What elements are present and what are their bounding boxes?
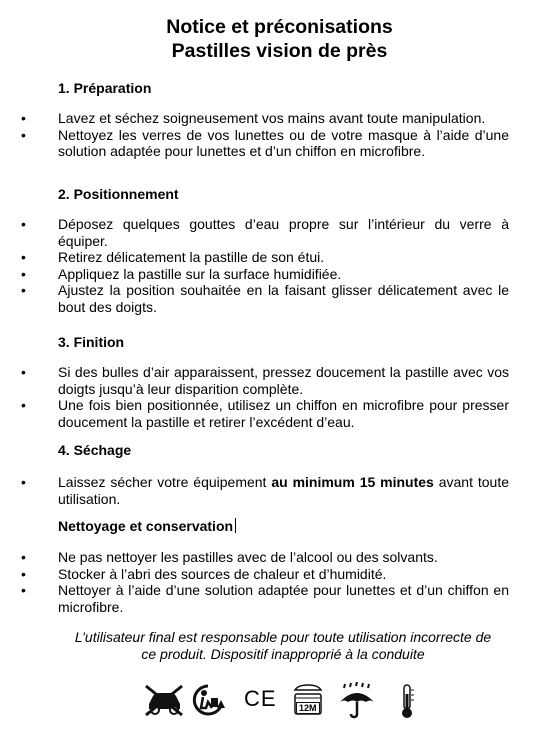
title-line-1: Notice et préconisations bbox=[166, 16, 393, 38]
list-item: • Stocker à l’abri des sources de chaleur et d’humidité. bbox=[21, 565, 387, 582]
bullet-glyph: • bbox=[21, 265, 26, 282]
list-item: • Ajustez la position souhaitée en la faisant glisser délicatement avec le bout des doigts. bbox=[21, 282, 509, 315]
text-cursor bbox=[235, 518, 236, 533]
title-line-2: Pastilles vision de près bbox=[171, 40, 388, 62]
disclaimer-line-1: L’utilisateur final est responsable pour toute utilisation incorrecte de bbox=[74, 629, 492, 645]
list-finition bbox=[0, 364, 559, 430]
list-preparation bbox=[0, 110, 559, 160]
list-item: • Lavez et séchez soigneusement vos mains avant toute manipulation. bbox=[21, 110, 486, 126]
list-item: • Appliquez la pastille sur la surface humidifiée. bbox=[21, 265, 342, 282]
disclaimer-line-2: ce produit. Dispositif inapproprié à la conduite bbox=[141, 646, 425, 662]
bullet-glyph: • bbox=[21, 249, 26, 265]
section-heading-preparation: 1. Préparation bbox=[58, 80, 152, 96]
list-item: • Si des bulles d’air apparaissent, pressez doucement la pastille avec vos doigts jusqu’à leur disparition complète. bbox=[21, 364, 509, 397]
bullet-glyph: • bbox=[21, 110, 26, 126]
bullet-glyph: • bbox=[21, 565, 26, 582]
bullet-glyph: • bbox=[21, 474, 26, 490]
list-item: • Nettoyer à l’aide d’une solution adaptée pour lunettes et d’un chiffon en microfibre. bbox=[21, 582, 509, 615]
list-item: • Une fois bien positionnée, utilisez un chiffon en microfibre pour presser doucement la pastille et retirer l’excédent d’eau. bbox=[21, 397, 509, 430]
section-heading-finition: 3. Finition bbox=[58, 334, 125, 350]
ce-mark-icon: CE bbox=[244, 686, 277, 711]
list-item: • Retirez délicatement la pastille de son étui. bbox=[21, 249, 325, 265]
list-item: • Nettoyez les verres de vos lunettes ou de votre masque à l’aide d’une solution adaptée pour lunettes et d’un chiffon en microfibre. bbox=[21, 126, 509, 159]
disclaimer bbox=[40, 629, 526, 663]
bullet-glyph: • bbox=[21, 126, 26, 143]
recycle-icon bbox=[190, 682, 226, 718]
emphasis-duration: au minimum 15 minutes bbox=[271, 474, 434, 490]
bullet-glyph: • bbox=[21, 282, 26, 298]
list-item: • Ne pas nettoyer les pastilles avec de l’alcool ou des solvants. bbox=[21, 549, 438, 565]
no-driving-icon bbox=[143, 682, 185, 718]
bullet-glyph: • bbox=[21, 364, 26, 380]
section-heading-nettoyage: Nettoyage et conservation bbox=[58, 517, 236, 535]
document-title bbox=[0, 15, 559, 63]
section-heading-sechage: 4. Séchage bbox=[58, 442, 132, 458]
list-item: • Laissez sécher votre équipement au minimum 15 minutes avant toute utilisation. bbox=[21, 474, 509, 507]
bullet-glyph: • bbox=[21, 549, 26, 565]
bullet-glyph: • bbox=[21, 397, 26, 413]
list-positionnement bbox=[0, 216, 559, 315]
pao-label: 12M bbox=[296, 702, 320, 714]
section-heading-positionnement: 2. Positionnement bbox=[58, 186, 179, 202]
bullet-glyph: • bbox=[21, 582, 26, 598]
list-sechage bbox=[0, 474, 559, 507]
symbol-row bbox=[0, 682, 559, 722]
list-nettoyage bbox=[0, 549, 559, 615]
list-item: • Déposez quelques gouttes d’eau propre sur l’intérieur du verre à équiper. bbox=[21, 216, 509, 249]
keep-dry-umbrella-icon bbox=[337, 682, 377, 720]
bullet-glyph: • bbox=[21, 216, 26, 232]
temperature-icon bbox=[398, 682, 416, 720]
